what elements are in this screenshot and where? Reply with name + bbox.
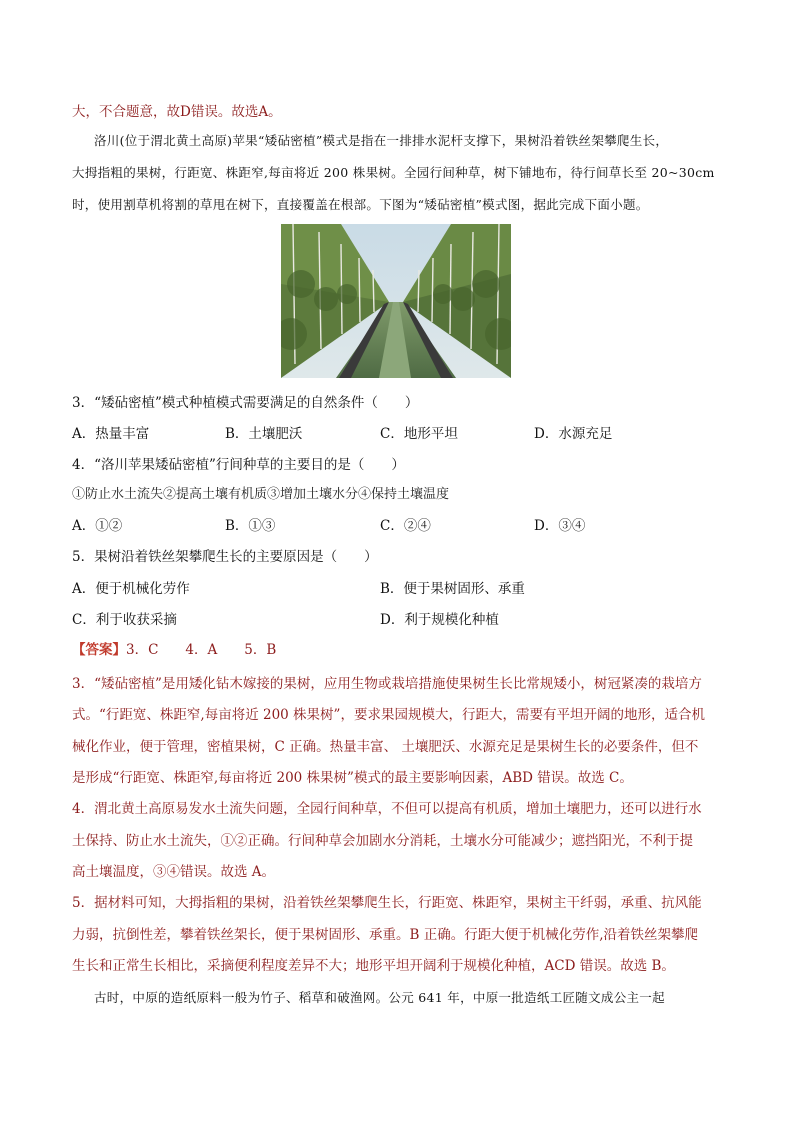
intro-tail: 大，不合题意，故D错误。故选A。 — [72, 104, 282, 120]
explain3-line-4: 是形成“行距宽、株距窄,每亩将近 200 株果树”模式的最主要影响因素，ABD 错误。故选 C。 — [72, 770, 633, 786]
q4-option-c: C．②④ — [380, 518, 431, 534]
explain5-line-3: 生长和正常生长相比，采摘便利程度差异不大；地形平坦开阔利于规模化种植，ACD 错误。故选 B。 — [72, 958, 675, 974]
material-line-2: 大拇指粗的果树，行距宽、株距窄,每亩将近 200 株果树。全园行间种草，树下铺地布，待行间草长至 20~30cm — [72, 165, 715, 180]
q5-option-a: A．便于机械化劳作 — [72, 581, 190, 597]
q5-option-c: C．利于收获采摘 — [72, 612, 177, 628]
material-line-3: 时，使用割草机将割的草甩在树下，直接覆盖在根部。下图为“矮砧密植”模式图，据此完成下面小题。 — [72, 197, 649, 212]
q4-statements: ①防止水土流失②提高土壤有机质③增加土壤水分④保持土壤温度 — [72, 487, 450, 502]
answer-tag: 【答案】 — [72, 642, 126, 658]
answer-values: 3．C 4．A 5．B — [126, 642, 277, 658]
explain3-line-3: 械化作业，便于管理，密植果树，C 正确。热量丰富、 土壤肥沃、水源充足是果树生长的必要条件，但不 — [72, 739, 699, 755]
q5-option-b: B．便于果树固形、承重 — [380, 581, 525, 597]
q4-option-a: A．①② — [72, 518, 123, 534]
q5-stem: 5．果树沿着铁丝架攀爬生长的主要原因是（ ） — [72, 549, 378, 565]
q4-option-d: D．③④ — [534, 518, 586, 534]
q3-stem: 3．“矮砧密植”模式种植模式需要满足的自然条件（ ） — [72, 395, 419, 411]
explain4-line-3: 高土壤温度，③④错误。故选 A。 — [72, 864, 276, 880]
orchard-photo — [281, 224, 511, 378]
q3-option-a: A．热量丰富 — [72, 426, 150, 442]
explain4-line-1: 4．渭北黄土高原易发水土流失问题，全园行间种草，不但可以提高有机质，增加土壤肥力，还可以进行水 — [72, 801, 702, 817]
q3-option-b: B．土壤肥沃 — [225, 426, 303, 442]
explain5-line-2: 力弱，抗倒性差，攀着铁丝架长，便于果树固形、承重。B 正确。行距大便于机械化劳作,沿着铁丝架攀爬 — [72, 927, 699, 943]
explain4-line-2: 土保持、防止水土流失，①②正确。行间种草会加剧水分消耗，土壤水分可能减少；遮挡阳光，不利于提 — [72, 833, 693, 849]
q4-stem: 4．“洛川苹果矮砧密植”行间种草的主要目的是（ ） — [72, 457, 405, 473]
answer-line — [72, 641, 726, 659]
q4-option-b: B．①③ — [225, 518, 276, 534]
explain3-line-1: 3．“矮砧密植”是用矮化钻木嫁接的果树，应用生物或栽培措施使果树生长比常规矮小，树冠紧凑的栽培方 — [72, 676, 702, 692]
explain3-line-2: 式。“行距宽、株距窄,每亩将近 200 株果树”，要求果园规模大，行距大，需要有平坦开阔的地形，适合机 — [72, 707, 705, 723]
material-line-1: 洛川(位于渭北黄土高原)苹果“矮砧密植”模式是指在一排排水泥杆支撑下，果树沿着铁丝架攀爬生长， — [94, 133, 669, 148]
q3-option-c: C．地形平坦 — [380, 426, 458, 442]
next-material-line: 古时，中原的造纸原料一般为竹子、稻草和破渔网。公元 641 年，中原一批造纸工匠随文成公主一起 — [94, 990, 665, 1005]
explain5-line-1: 5．据材料可知，大拇指粗的果树，沿着铁丝架攀爬生长，行距宽、株距窄，果树主干纤弱，承重、抗风能 — [72, 895, 702, 911]
q5-option-d: D．利于规模化种植 — [380, 612, 499, 628]
q3-option-d: D．水源充足 — [534, 426, 613, 442]
